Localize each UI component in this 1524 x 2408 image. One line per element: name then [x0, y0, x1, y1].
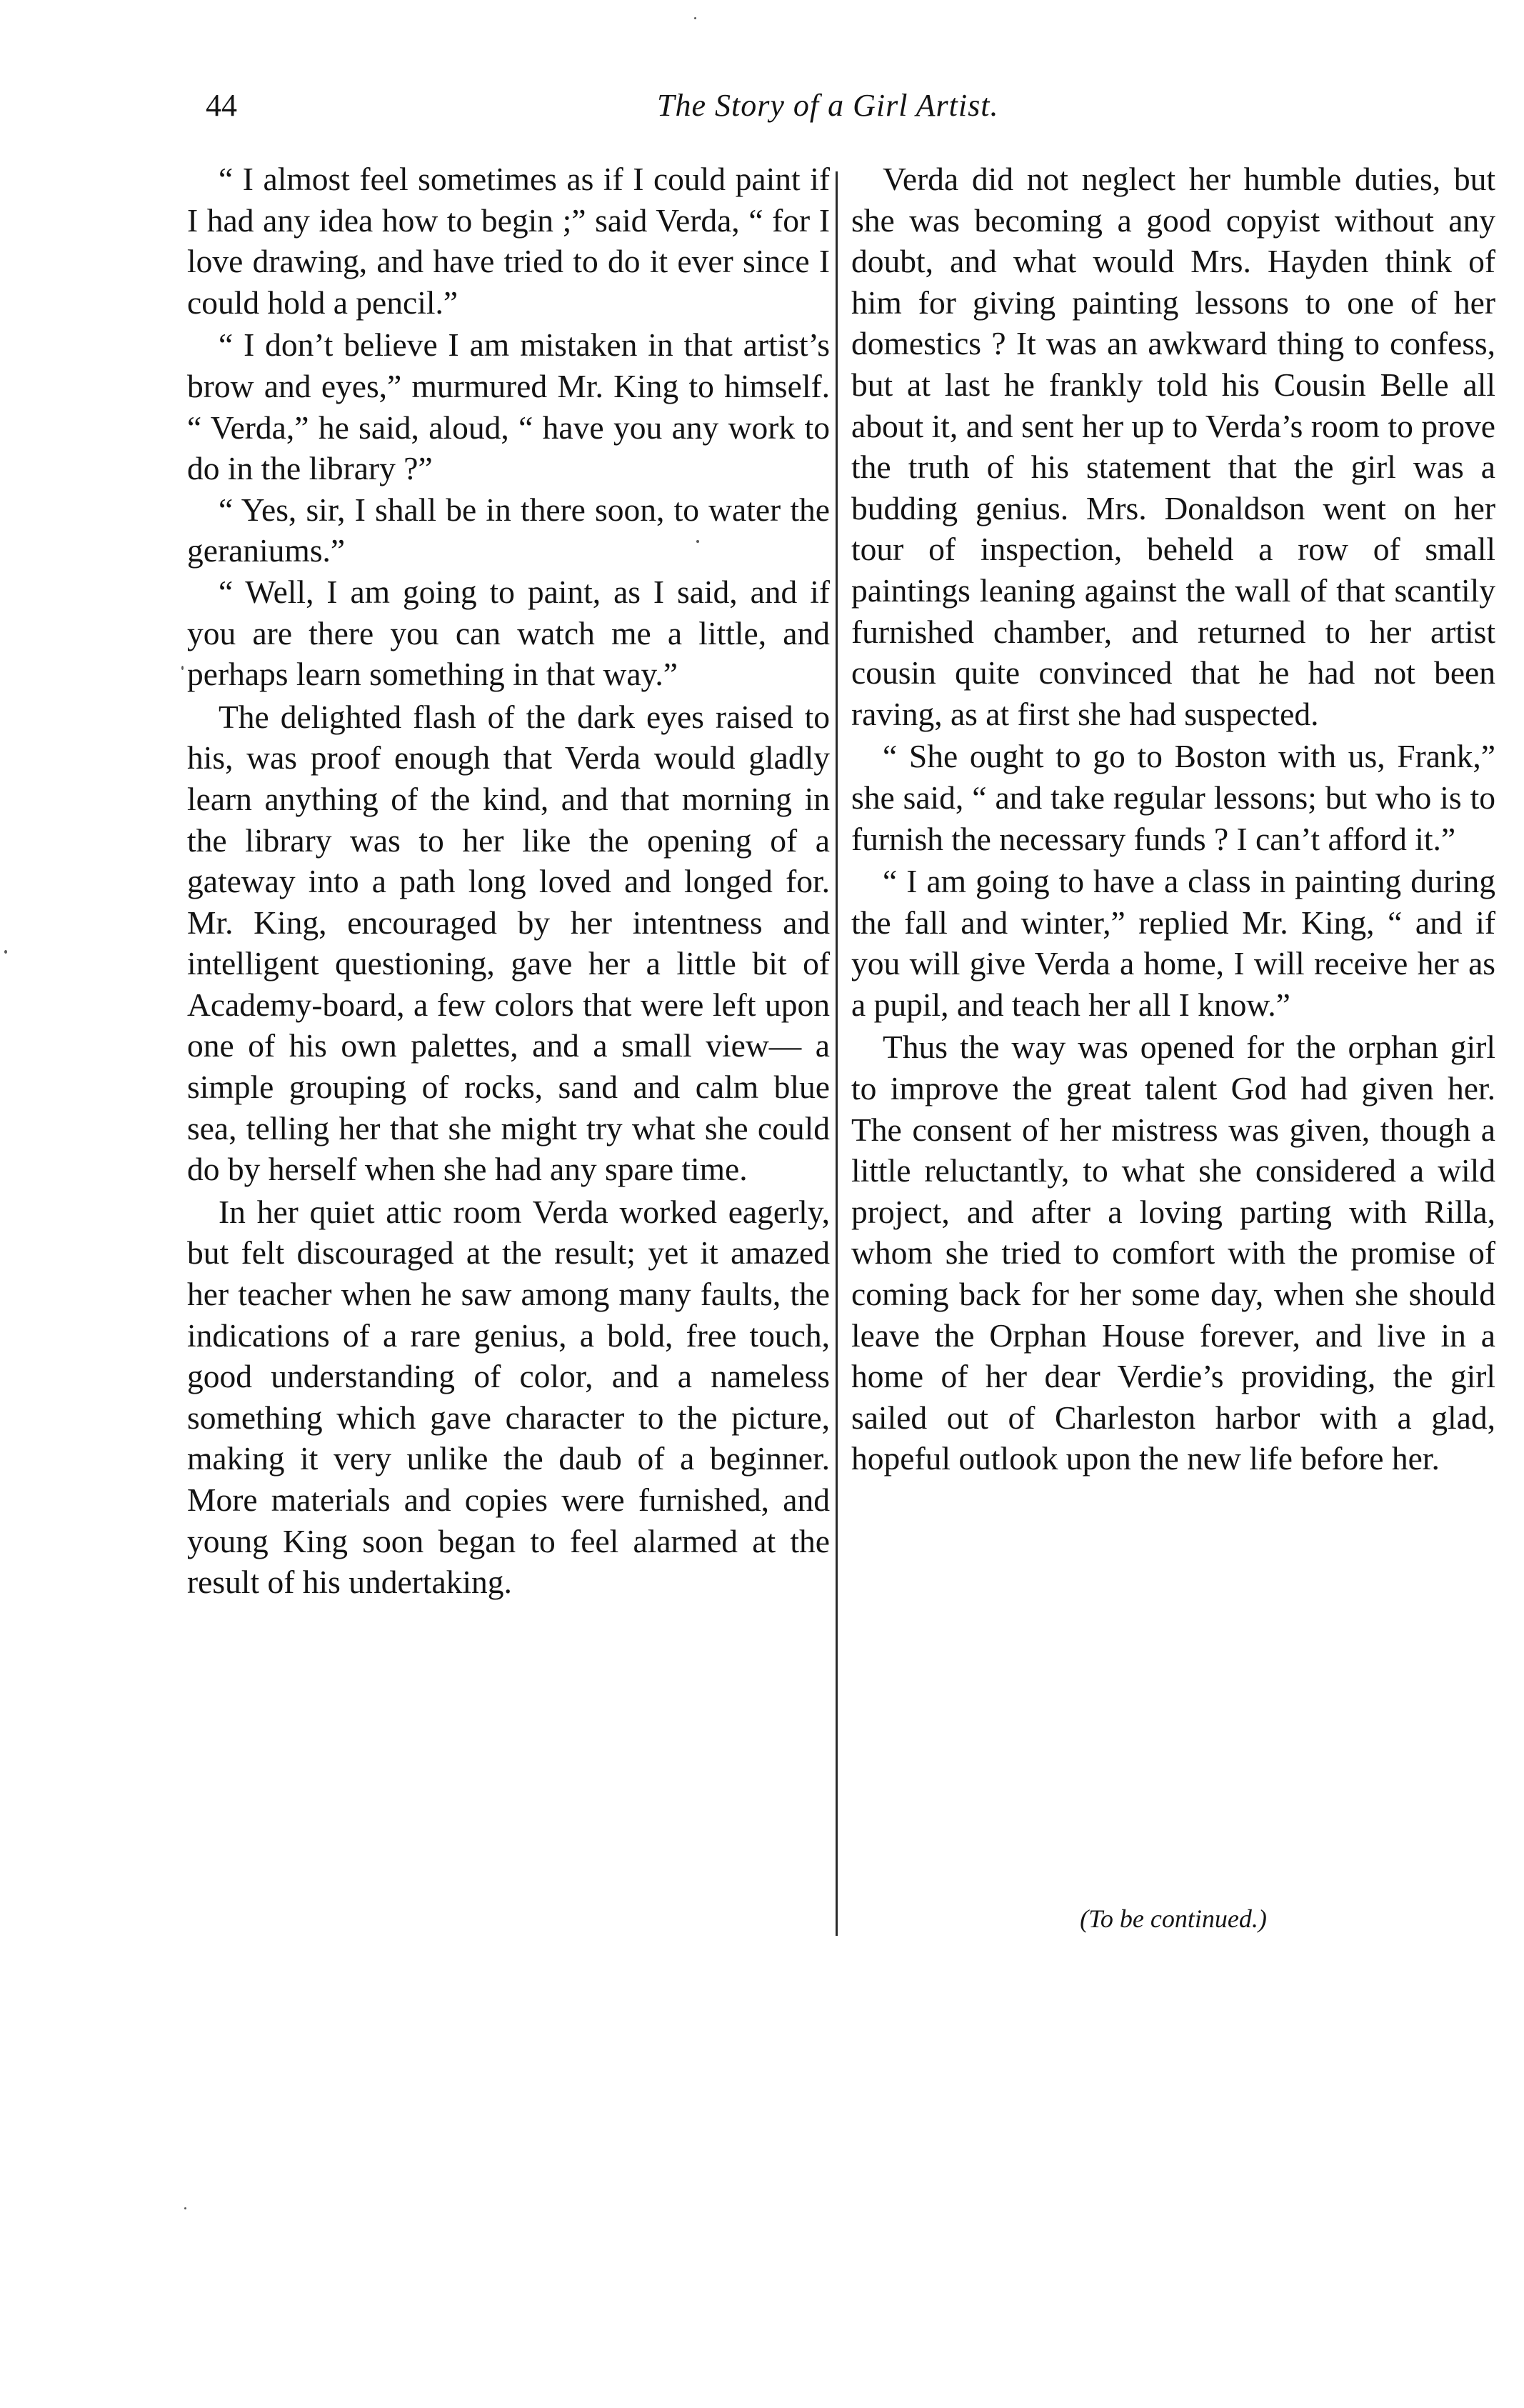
paragraph: “ Yes, sir, I shall be in there soon, to water the geraniums.” [187, 491, 830, 569]
running-title: The Story of a Girl Artist. [657, 88, 999, 123]
print-speck [181, 666, 184, 670]
paragraph: “ She ought to go to Boston with us, Frank,” she said, “ and take regular lessons; but who is to furnish the necessary funds ? I can’t afford it.” [851, 738, 1495, 857]
paragraph: “ Well, I am going to paint, as I said, and if you are there you can watch me a little, and perhaps learn something in that way.” [187, 573, 830, 693]
paragraph: “ I almost feel sometimes as if I could paint if I had any idea how to begin ;” said Verda, “ for I love drawing, and have tried to do it ever since I could hold a pencil.” [187, 161, 830, 321]
paragraph: Thus the way was opened for the orphan girl to improve the great talent God had given her. The consent of her mistress was given, though a little reluctantly, to what she considered a wild project, and after a loving parting with Rilla, whom she tried to comfort with the promise of coming back for her some day, when she should leave the Orphan House forever, and live in a home of her dear Verdie’s providing, the girl sailed out of Charleston harbor with a glad, hopeful outlook upon the new life before her. [851, 1029, 1495, 1477]
continuation-note: (To be continued.) [1080, 1904, 1267, 1933]
print-speck [694, 17, 696, 19]
right-column [851, 159, 1495, 1481]
column-divider [836, 171, 838, 1936]
paragraph: In her quiet attic room Verda worked eagerly, but felt discouraged at the result; yet it amazed her teacher when he saw among many faults, the indications of a rare genius, a bold, free touch, good understanding of color, and a nameless something which gave character to the picture, making it very unlike the daub of a beginner. More materials and copies were furnished, and young King soon began to feel alarmed at the result of his undertaking. [187, 1193, 830, 1601]
paragraph: “ I am going to have a class in painting during the fall and winter,” replied Mr. King, “ and if you will give Verda a home, I will receive her as a pupil, and teach her all I know.” [851, 863, 1495, 1023]
print-speck [696, 540, 699, 543]
paragraph: “ I don’t believe I am mistaken in that artist’s brow and eyes,” murmured Mr. King to himself. “ Verda,” he said, aloud, “ have you any work to do in the library ?” [187, 326, 830, 487]
left-column [187, 159, 830, 1604]
print-speck [4, 950, 7, 954]
page-number: 44 [206, 88, 237, 123]
paragraph: Verda did not neglect her humble duties, but she was becoming a good copyist without any doubt, and what would Mrs. Hayden think of him for giving painting lessons to one of her domestics ? It was an awkward thing to confess, but at last he frankly told his Cousin Belle all about it, and sent her up to Verda’s room to prove the truth of his statement that the girl was a budding genius. Mrs. Donaldson went on her tour of inspection, beheld a row of small paintings leaning against the wall of that scantily furnished chamber, and returned to her artist cousin quite convinced that he had not been raving, as at first she had suspected. [851, 161, 1495, 732]
paragraph: The delighted flash of the dark eyes raised to his, was proof enough that Verda would gladly learn anything of the kind, and that morning in the library was to her like the opening of a gateway into a path long loved and longed for. Mr. King, encouraged by her intentness and intelligent questioning, gave her a little bit of Academy-board, a few colors that were left upon one of his own palettes, and a small view— a simple grouping of rocks, sand and calm blue sea, telling her that she might try what she could do by herself when she had any spare time. [187, 698, 830, 1188]
print-speck [184, 2207, 186, 2209]
running-head [200, 84, 1150, 134]
